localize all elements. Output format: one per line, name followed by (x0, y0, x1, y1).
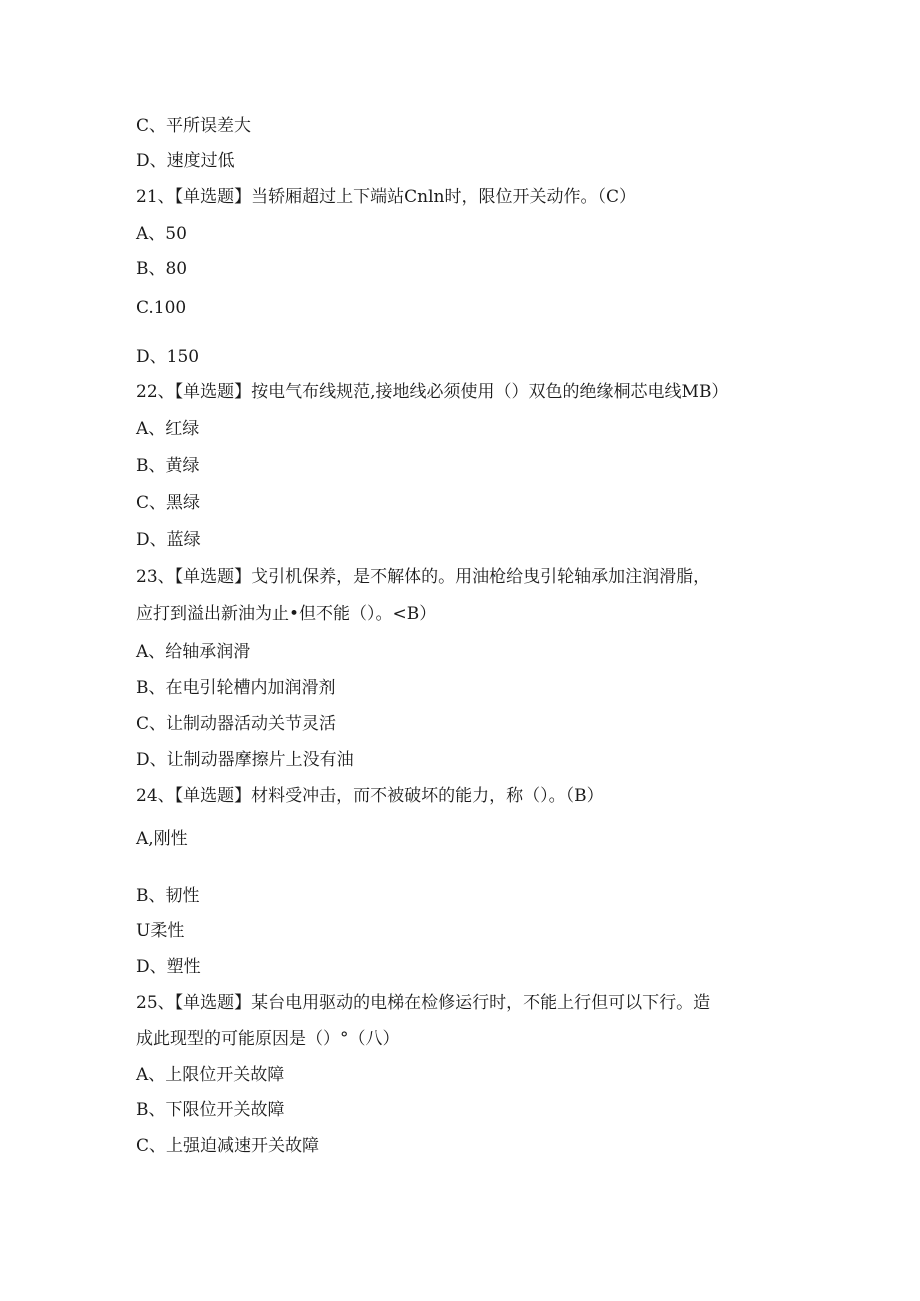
option-text: B、80 (136, 259, 188, 279)
option-text: C、上强迫减速开关故障 (136, 1136, 320, 1156)
option-text: D、蓝绿 (136, 530, 201, 550)
option-text: A、50 (136, 224, 187, 244)
question-text: 25、【单选题】某台电用驱动的电梯在检修运行时，不能上行但可以下行。造 (136, 993, 711, 1013)
option-text: A、上限位开关故障 (136, 1065, 285, 1085)
option-text: C、让制动器活动关节灵活 (136, 714, 337, 734)
option-text: A、给轴承润滑 (136, 642, 251, 662)
question-text: 成此现型的可能原因是（）°（八） (136, 1029, 400, 1049)
question-text: 23、【单选题】戈引机保养，是不解体的。用油枪给曳引轮轴承加注润滑脂， (136, 567, 711, 587)
option-text: B、韧性 (136, 886, 200, 906)
question-text: 24、【单选题】材料受冲击，而不被破坏的能力，称（）。（B） (136, 786, 604, 806)
option-text: A,刚性 (136, 829, 188, 849)
option-text: B、在电引轮槽内加润滑剂 (136, 678, 336, 698)
question-text: 21、【单选题】当轿厢超过上下端站Cnln时，限位开关动作。（C） (136, 187, 636, 207)
option-text: D、速度过低 (136, 151, 235, 171)
option-text: C.100 (136, 298, 187, 318)
question-text: 22、【单选题】按电气布线规范,接地线必须使用（）双色的绝缘桐芯电线MB） (136, 382, 729, 402)
option-text: B、下限位开关故障 (136, 1100, 285, 1120)
option-text: C、黑绿 (136, 493, 201, 513)
option-text: D、让制动器摩擦片上没有油 (136, 750, 354, 770)
option-text: D、塑性 (136, 957, 201, 977)
option-text: B、黄绿 (136, 456, 200, 476)
option-text: C、平所误差大 (136, 116, 252, 136)
question-text: 应打到溢出新油为止•但不能（）。<B） (136, 604, 437, 624)
option-text: D、150 (136, 347, 200, 367)
option-text: A、红绿 (136, 419, 200, 439)
option-text: U柔性 (136, 921, 185, 941)
